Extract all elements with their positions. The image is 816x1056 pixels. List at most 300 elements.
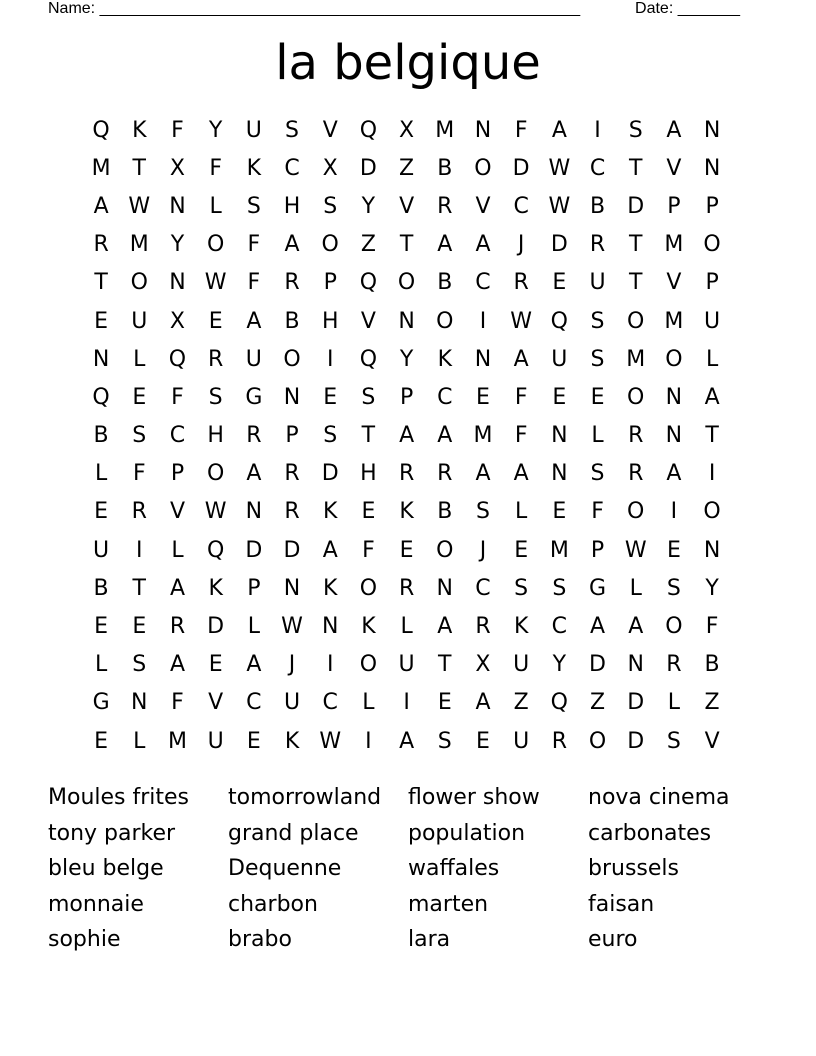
- grid-letter: Q: [359, 270, 378, 296]
- grid-letter: L: [247, 614, 260, 640]
- grid-letter: B: [589, 193, 606, 219]
- grid-letter: K: [323, 575, 338, 601]
- grid-letter: B: [93, 575, 109, 601]
- grid-letter: G: [589, 575, 607, 601]
- grid-letter: Z: [513, 690, 529, 716]
- grid-letter: W: [319, 728, 342, 754]
- word-list-item: waffales: [408, 856, 500, 881]
- grid-letter: S: [666, 575, 681, 601]
- grid-letter: T: [438, 652, 452, 678]
- grid-letter: A: [399, 423, 415, 449]
- grid-letter: N: [92, 346, 110, 372]
- word-list-item: euro: [588, 927, 638, 952]
- grid-letter: E: [132, 614, 147, 640]
- grid-letter: F: [247, 270, 261, 296]
- grid-letter: Z: [589, 690, 606, 716]
- grid-letter: O: [436, 537, 454, 563]
- grid-letter: P: [705, 270, 719, 296]
- grid-letter: P: [323, 270, 337, 296]
- grid-letter: R: [169, 614, 186, 640]
- grid-letter: A: [513, 461, 529, 487]
- grid-letter: A: [399, 728, 415, 754]
- grid-letter: C: [513, 193, 529, 219]
- grid-letter: F: [362, 537, 375, 563]
- grid-letter: P: [667, 193, 681, 219]
- grid-letter: R: [284, 270, 300, 296]
- grid-letter: N: [665, 423, 683, 449]
- grid-letter: P: [590, 537, 605, 563]
- word-list-item: carbonates: [588, 820, 712, 846]
- grid-letter: B: [284, 308, 300, 334]
- word-list-item: lara: [408, 927, 451, 952]
- grid-letter: W: [204, 270, 227, 296]
- grid-letter: A: [437, 614, 453, 640]
- grid-letter: U: [283, 690, 301, 716]
- grid-letter: I: [365, 728, 372, 754]
- grid-letter: A: [246, 308, 262, 334]
- grid-letter: C: [284, 155, 300, 181]
- grid-letter: P: [170, 461, 185, 487]
- grid-letter: Y: [170, 232, 185, 258]
- grid-letter: U: [398, 652, 415, 678]
- grid-letter: K: [513, 614, 529, 640]
- grid-letter: O: [703, 232, 721, 258]
- grid-letter: S: [361, 384, 376, 410]
- grid-letter: M: [129, 232, 149, 258]
- grid-letter: F: [171, 690, 184, 716]
- grid-letter: A: [246, 652, 262, 678]
- grid-letter: E: [94, 308, 109, 334]
- grid-letter: E: [132, 384, 147, 410]
- word-list-item: bleu belge: [48, 856, 164, 881]
- grid-letter: O: [627, 384, 645, 410]
- grid-letter: P: [705, 193, 719, 219]
- grid-letter: K: [437, 346, 452, 372]
- grid-letter: W: [548, 193, 571, 219]
- grid-letter: X: [475, 652, 491, 678]
- word-list-item: brussels: [588, 856, 679, 881]
- grid-letter: N: [627, 652, 644, 678]
- grid-letter: D: [321, 461, 339, 487]
- grid-letter: R: [551, 728, 567, 754]
- word-list-item: population: [408, 820, 526, 846]
- grid-letter: H: [283, 193, 301, 219]
- word-list-item: marten: [408, 891, 489, 917]
- grid-letter: M: [473, 423, 493, 449]
- word-list-item: flower show: [408, 785, 540, 810]
- grid-letter: M: [435, 117, 455, 143]
- grid-letter: M: [664, 308, 684, 334]
- grid-letter: S: [208, 384, 223, 410]
- grid-letter: L: [705, 346, 719, 372]
- grid-letter: E: [552, 499, 567, 525]
- grid-letter: N: [283, 384, 301, 410]
- word-list-item: brabo: [228, 927, 292, 952]
- grid-letter: A: [93, 193, 109, 219]
- grid-letter: E: [94, 614, 109, 640]
- grid-letter: O: [397, 270, 416, 296]
- grid-letter: O: [665, 346, 683, 372]
- grid-letter: S: [590, 346, 605, 372]
- grid-letter: L: [133, 728, 146, 754]
- grid-letter: C: [322, 690, 338, 716]
- word-list-item: charbon: [228, 891, 318, 917]
- word-list-item: sophie: [48, 927, 121, 952]
- grid-letter: R: [475, 614, 491, 640]
- grid-letter: I: [708, 461, 716, 487]
- grid-letter: H: [360, 461, 377, 487]
- grid-letter: U: [551, 346, 568, 372]
- grid-letter: F: [514, 117, 528, 143]
- grid-letter: E: [476, 728, 490, 754]
- grid-letter: V: [666, 270, 682, 296]
- grid-letter: F: [209, 155, 222, 181]
- grid-letter: S: [590, 461, 605, 487]
- grid-letter: D: [589, 652, 606, 678]
- grid-letter: Q: [359, 346, 378, 372]
- grid-letter: B: [437, 155, 453, 181]
- grid-letter: I: [670, 499, 678, 525]
- grid-letter: R: [437, 193, 453, 219]
- grid-letter: Q: [92, 384, 110, 410]
- grid-letter: J: [288, 652, 296, 678]
- worksheet-header: [48, 0, 740, 20]
- grid-letter: N: [474, 346, 492, 372]
- grid-letter: K: [399, 499, 414, 525]
- grid-letter: E: [361, 499, 376, 525]
- grid-letter: D: [283, 537, 301, 563]
- grid-letter: M: [549, 537, 569, 563]
- grid-letter: F: [247, 232, 261, 258]
- grid-letter: N: [131, 690, 148, 716]
- grid-letter: T: [94, 270, 108, 296]
- grid-letter: I: [326, 346, 334, 372]
- grid-letter: C: [475, 270, 491, 296]
- grid-letter: A: [628, 614, 644, 640]
- grid-letter: F: [171, 117, 184, 143]
- grid-letter: D: [359, 155, 377, 181]
- grid-letter: S: [628, 117, 643, 143]
- grid-letter: W: [548, 155, 571, 181]
- grid-letter: O: [359, 575, 378, 601]
- word-list-item: nova cinema: [588, 785, 730, 810]
- grid-letter: O: [436, 308, 454, 334]
- grid-letter: F: [514, 384, 528, 410]
- grid-letter: W: [204, 499, 227, 525]
- grid-letter: E: [666, 537, 681, 563]
- grid-letter: A: [169, 652, 185, 678]
- grid-letter: U: [207, 728, 224, 754]
- grid-letter: E: [476, 384, 490, 410]
- grid-letter: V: [399, 193, 415, 219]
- grid-letter: A: [322, 537, 338, 563]
- grid-letter: T: [132, 155, 146, 181]
- grid-letter: E: [94, 499, 109, 525]
- grid-letter: R: [246, 423, 262, 449]
- grid-letter: S: [552, 575, 567, 601]
- grid-letter: R: [437, 461, 453, 487]
- grid-letter: B: [93, 423, 109, 449]
- grid-letter: D: [207, 614, 225, 640]
- grid-letter: D: [512, 155, 530, 181]
- grid-letter: M: [664, 232, 684, 258]
- grid-letter: N: [169, 193, 186, 219]
- grid-letter: Y: [399, 346, 414, 372]
- grid-letter: O: [283, 346, 301, 372]
- grid-letter: H: [321, 308, 339, 334]
- grid-letter: W: [281, 614, 303, 640]
- grid-letter: E: [246, 728, 261, 754]
- grid-letter: J: [479, 537, 487, 563]
- grid-letter: K: [323, 499, 338, 525]
- grid-letter: X: [169, 155, 185, 181]
- grid-letter: R: [513, 270, 529, 296]
- grid-letter: A: [704, 384, 720, 410]
- grid-letter: S: [246, 193, 261, 219]
- grid-letter: U: [589, 270, 606, 296]
- word-list-item: monnaie: [48, 891, 144, 917]
- grid-letter: C: [246, 690, 262, 716]
- grid-letter: Y: [208, 117, 223, 143]
- grid-letter: R: [131, 499, 147, 525]
- grid-letter: A: [437, 232, 453, 258]
- grid-letter: A: [666, 117, 682, 143]
- grid-letter: N: [474, 117, 492, 143]
- grid-letter: E: [552, 270, 567, 296]
- grid-letter: N: [703, 155, 721, 181]
- grid-letter: R: [628, 423, 644, 449]
- grid-letter: R: [398, 575, 415, 601]
- grid-letter: B: [437, 270, 453, 296]
- grid-letter: L: [94, 461, 108, 487]
- grid-letter: F: [514, 423, 528, 449]
- grid-letter: T: [628, 155, 643, 181]
- grid-letter: F: [171, 384, 184, 410]
- grid-letter: R: [398, 461, 415, 487]
- grid-letter: Q: [92, 117, 110, 143]
- grid-letter: S: [132, 652, 147, 678]
- grid-letter: G: [92, 690, 110, 716]
- grid-letter: Q: [206, 537, 225, 563]
- grid-letter: B: [704, 652, 720, 678]
- grid-letter: R: [589, 232, 606, 258]
- grid-letter: J: [517, 232, 525, 258]
- grid-letter: C: [589, 155, 606, 181]
- grid-letter: E: [208, 652, 223, 678]
- grid-letter: Q: [359, 117, 378, 143]
- grid-letter: K: [208, 575, 223, 601]
- grid-letter: W: [624, 537, 647, 563]
- grid-letter: Z: [704, 690, 720, 716]
- grid-letter: S: [590, 308, 605, 334]
- grid-letter: Z: [360, 232, 376, 258]
- grid-letter: N: [551, 423, 568, 449]
- grid-letter: L: [94, 652, 108, 678]
- grid-letter: T: [628, 270, 643, 296]
- grid-letter: F: [591, 499, 604, 525]
- grid-letter: T: [705, 423, 719, 449]
- grid-letter: T: [361, 423, 376, 449]
- grid-letter: O: [703, 499, 721, 525]
- grid-letter: U: [245, 117, 262, 143]
- grid-letter: E: [552, 384, 567, 410]
- grid-letter: A: [551, 117, 567, 143]
- grid-letter: U: [245, 346, 262, 372]
- grid-letter: K: [361, 614, 376, 640]
- date-field: Date: _______: [635, 0, 740, 17]
- grid-letter: V: [360, 308, 376, 334]
- grid-letter: S: [132, 423, 147, 449]
- grid-letter: A: [475, 690, 491, 716]
- grid-letter: Q: [550, 690, 568, 716]
- grid-letter: R: [208, 346, 224, 372]
- grid-letter: R: [666, 652, 682, 678]
- word-list-item: grand place: [228, 820, 359, 846]
- grid-letter: C: [169, 423, 186, 449]
- grid-letter: N: [169, 270, 186, 296]
- grid-letter: P: [247, 575, 261, 601]
- puzzle-title: la belgique: [275, 35, 541, 91]
- grid-letter: E: [590, 384, 605, 410]
- grid-letter: A: [475, 461, 491, 487]
- grid-letter: E: [399, 537, 414, 563]
- grid-letter: Y: [361, 193, 376, 219]
- grid-letter: V: [322, 117, 338, 143]
- grid-letter: C: [437, 384, 453, 410]
- grid-letter: A: [284, 232, 300, 258]
- grid-letter: V: [704, 728, 720, 754]
- grid-letter: D: [627, 728, 645, 754]
- word-list: [48, 780, 768, 958]
- grid-letter: Q: [168, 346, 187, 372]
- grid-letter: T: [399, 232, 414, 258]
- grid-letter: O: [321, 232, 339, 258]
- grid-letter: E: [437, 690, 452, 716]
- word-list-item: faisan: [588, 891, 655, 917]
- grid-letter: I: [403, 690, 410, 716]
- grid-letter: O: [206, 232, 225, 258]
- grid-letter: L: [171, 537, 184, 563]
- grid-letter: R: [628, 461, 644, 487]
- grid-letter: H: [207, 423, 224, 449]
- grid-letter: O: [359, 652, 378, 678]
- grid-letter: N: [551, 461, 568, 487]
- grid-letter: M: [626, 346, 646, 372]
- grid-letter: E: [208, 308, 223, 334]
- grid-letter: L: [515, 499, 528, 525]
- grid-letter: T: [132, 575, 146, 601]
- word-list-item: Dequenne: [228, 856, 342, 881]
- grid-letter: G: [245, 384, 263, 410]
- grid-letter: K: [132, 117, 147, 143]
- grid-letter: E: [94, 728, 109, 754]
- grid-letter: N: [283, 575, 301, 601]
- grid-letter: W: [128, 193, 151, 219]
- grid-letter: V: [208, 690, 224, 716]
- grid-letter: K: [246, 155, 262, 181]
- grid-letter: L: [591, 423, 604, 449]
- grid-letter: F: [705, 614, 719, 640]
- grid-letter: F: [132, 461, 146, 487]
- grid-letter: M: [167, 728, 187, 754]
- grid-letter: L: [667, 690, 681, 716]
- grid-letter: V: [169, 499, 185, 525]
- grid-letter: Q: [550, 308, 568, 334]
- grid-letter: S: [475, 499, 490, 525]
- grid-letter: A: [246, 461, 262, 487]
- grid-letter: O: [627, 499, 645, 525]
- grid-letter: U: [513, 652, 530, 678]
- grid-letter: N: [398, 308, 415, 334]
- grid-letter: Y: [552, 652, 567, 678]
- grid-letter: D: [627, 690, 645, 716]
- grid-letter: L: [133, 346, 146, 372]
- grid-letter: X: [322, 155, 338, 181]
- grid-letter: L: [209, 193, 222, 219]
- grid-letter: K: [284, 728, 300, 754]
- grid-letter: T: [628, 232, 643, 258]
- grid-letter: O: [474, 155, 492, 181]
- grid-letter: D: [245, 537, 263, 563]
- grid-letter: N: [665, 384, 683, 410]
- grid-letter: I: [479, 308, 487, 334]
- grid-letter: O: [130, 270, 148, 296]
- grid-letter: Z: [399, 155, 415, 181]
- grid-letter: C: [475, 575, 491, 601]
- grid-letter: A: [437, 423, 453, 449]
- grid-letter: Y: [705, 575, 719, 601]
- word-list-item: Moules frites: [48, 785, 190, 810]
- grid-letter: S: [437, 728, 452, 754]
- grid-letter: S: [323, 193, 338, 219]
- grid-letter: C: [551, 614, 568, 640]
- grid-letter: N: [703, 537, 721, 563]
- grid-letter: X: [169, 308, 185, 334]
- grid-letter: U: [704, 308, 721, 334]
- grid-letter: N: [245, 499, 263, 525]
- grid-letter: U: [131, 308, 148, 334]
- grid-letter: N: [436, 575, 454, 601]
- grid-letter: U: [513, 728, 530, 754]
- grid-letter: O: [665, 614, 683, 640]
- grid-letter: V: [666, 155, 682, 181]
- grid-letter: A: [666, 461, 682, 487]
- grid-letter: S: [285, 117, 300, 143]
- grid-letter: O: [627, 308, 645, 334]
- grid-letter: E: [514, 537, 529, 563]
- word-list-item: tomorrowland: [228, 785, 382, 810]
- grid-letter: W: [510, 308, 533, 334]
- grid-letter: O: [588, 728, 607, 754]
- grid-letter: A: [475, 232, 491, 258]
- grid-letter: D: [550, 232, 568, 258]
- grid-letter: P: [285, 423, 299, 449]
- grid-letter: E: [323, 384, 338, 410]
- grid-letter: A: [169, 575, 185, 601]
- grid-letter: L: [629, 575, 642, 601]
- name-field: Name: ______________________________________________________: [48, 0, 581, 17]
- grid-letter: L: [400, 614, 413, 640]
- grid-letter: S: [514, 575, 529, 601]
- grid-letter: N: [321, 614, 339, 640]
- letter-grid: [82, 111, 731, 760]
- grid-letter: V: [475, 193, 491, 219]
- grid-letter: R: [284, 499, 300, 525]
- grid-letter: M: [91, 155, 111, 181]
- grid-letter: O: [206, 461, 225, 487]
- grid-letter: A: [590, 614, 606, 640]
- grid-letter: I: [594, 117, 601, 143]
